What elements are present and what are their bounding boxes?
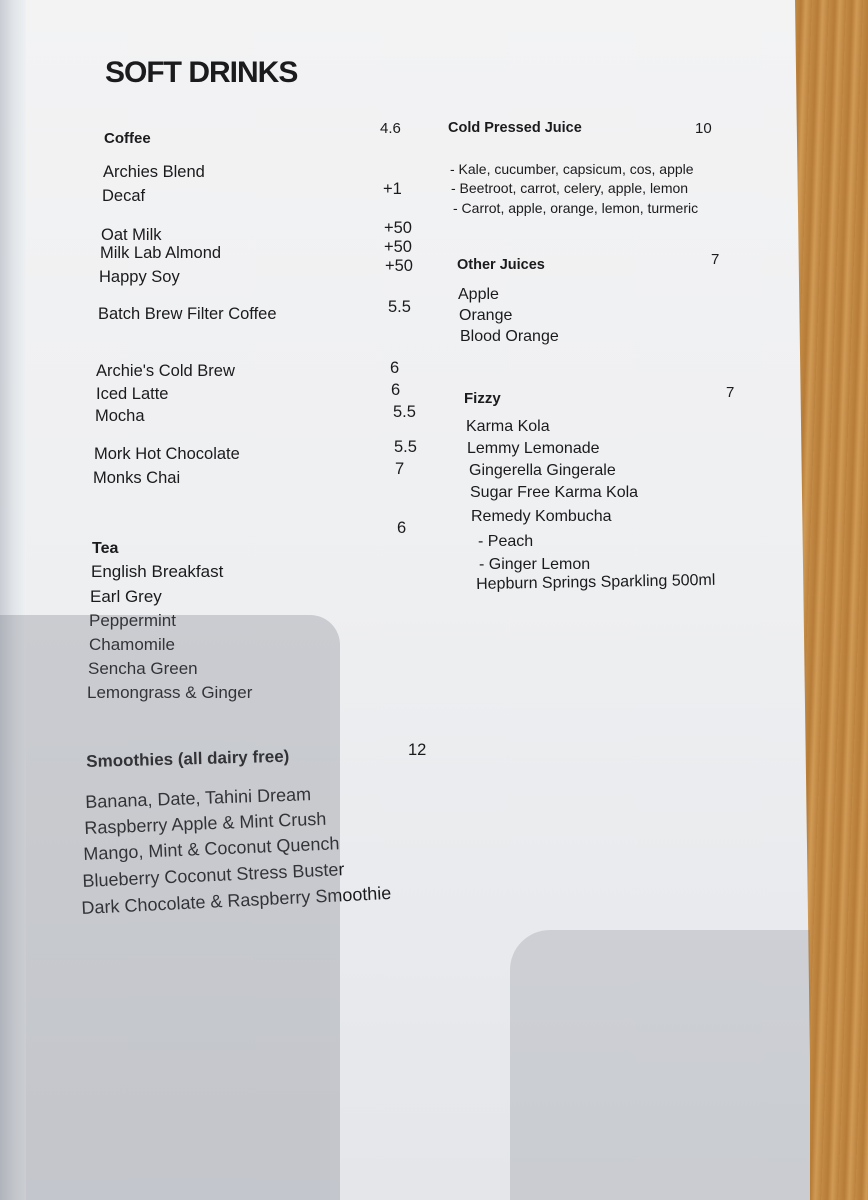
- juice-item: - Carrot, apple, orange, lemon, turmeric: [453, 200, 699, 216]
- milk-item: Happy Soy: [99, 268, 180, 286]
- smoothies-heading: Smoothies (all dairy free): [86, 746, 290, 771]
- cold-price: 6: [391, 381, 401, 399]
- milk-item: Milk Lab Almond: [100, 244, 222, 262]
- milk-price: +50: [384, 238, 412, 256]
- other-juices-price: 7: [711, 251, 720, 268]
- batch-brew: Batch Brew Filter Coffee: [98, 305, 277, 323]
- milk-price: +50: [385, 257, 413, 275]
- tea-item: Earl Grey: [90, 587, 162, 606]
- smoothie-item: Banana, Date, Tahini Dream: [85, 784, 312, 812]
- smoothie-item: Mango, Mint & Coconut Quench: [83, 833, 340, 864]
- fizzy-item: Sugar Free Karma Kola: [470, 484, 639, 501]
- cold-price: 6: [390, 359, 400, 377]
- fizzy-price: 7: [726, 384, 735, 401]
- fizzy-item: - Peach: [478, 533, 534, 550]
- hot-item: Monks Chai: [93, 469, 181, 487]
- fizzy-item: Karma Kola: [466, 418, 550, 435]
- cold-item: Iced Latte: [96, 385, 169, 403]
- milk-price: +50: [384, 219, 412, 237]
- fizzy-item: Remedy Kombucha: [471, 508, 612, 525]
- hot-item: Mork Hot Chocolate: [94, 445, 240, 463]
- coffee-price: 4.6: [380, 120, 401, 137]
- smoothie-item: Dark Chocolate & Raspberry Smoothie: [81, 882, 392, 918]
- cold-item: Archie's Cold Brew: [96, 362, 235, 380]
- coffee-heading: Coffee: [104, 130, 151, 147]
- cold-price: 5.5: [393, 403, 416, 421]
- fizzy-item: Gingerella Gingerale: [469, 462, 616, 479]
- juice-item: - Kale, cucumber, capsicum, cos, apple: [450, 161, 694, 177]
- juice-item: - Beetroot, carrot, celery, apple, lemon: [451, 180, 689, 196]
- batch-brew-price: 5.5: [388, 298, 411, 316]
- fizzy-item: Hepburn Springs Sparkling 500ml: [476, 571, 716, 593]
- other-juice-item: Apple: [458, 286, 499, 303]
- tea-item: Lemongrass & Ginger: [87, 683, 253, 702]
- smoothie-item: Raspberry Apple & Mint Crush: [84, 808, 327, 838]
- milk-item: Oat Milk: [101, 226, 162, 244]
- tea-item: English Breakfast: [91, 562, 224, 581]
- smoothies-price: 12: [408, 741, 427, 759]
- fizzy-item: Lemmy Lemonade: [467, 440, 600, 457]
- tea-item: Peppermint: [89, 611, 176, 630]
- other-juice-item: Blood Orange: [460, 328, 559, 345]
- hot-price: 5.5: [394, 438, 417, 456]
- tea-item: Chamomile: [89, 635, 175, 654]
- fizzy-heading: Fizzy: [464, 390, 501, 407]
- fizzy-item: - Ginger Lemon: [479, 556, 591, 573]
- coffee-item: Archies Blend: [103, 163, 205, 181]
- cold-item: Mocha: [95, 407, 145, 425]
- coffee-item: Decaf: [102, 187, 146, 205]
- hand-shadow: [510, 930, 810, 1200]
- menu-title: SOFT DRINKS: [105, 56, 298, 89]
- other-juices-heading: Other Juices: [457, 257, 545, 273]
- other-juice-item: Orange: [459, 307, 513, 324]
- tea-item: Sencha Green: [88, 659, 198, 678]
- juice-heading: Cold Pressed Juice: [448, 120, 582, 136]
- tea-price: 6: [397, 519, 407, 537]
- tea-heading: Tea: [92, 540, 119, 557]
- decaf-price: +1: [383, 180, 402, 198]
- juice-price: 10: [695, 120, 712, 137]
- hot-price: 7: [395, 460, 405, 478]
- smoothie-item: Blueberry Coconut Stress Buster: [82, 859, 345, 891]
- hand-shadow: [0, 615, 340, 1200]
